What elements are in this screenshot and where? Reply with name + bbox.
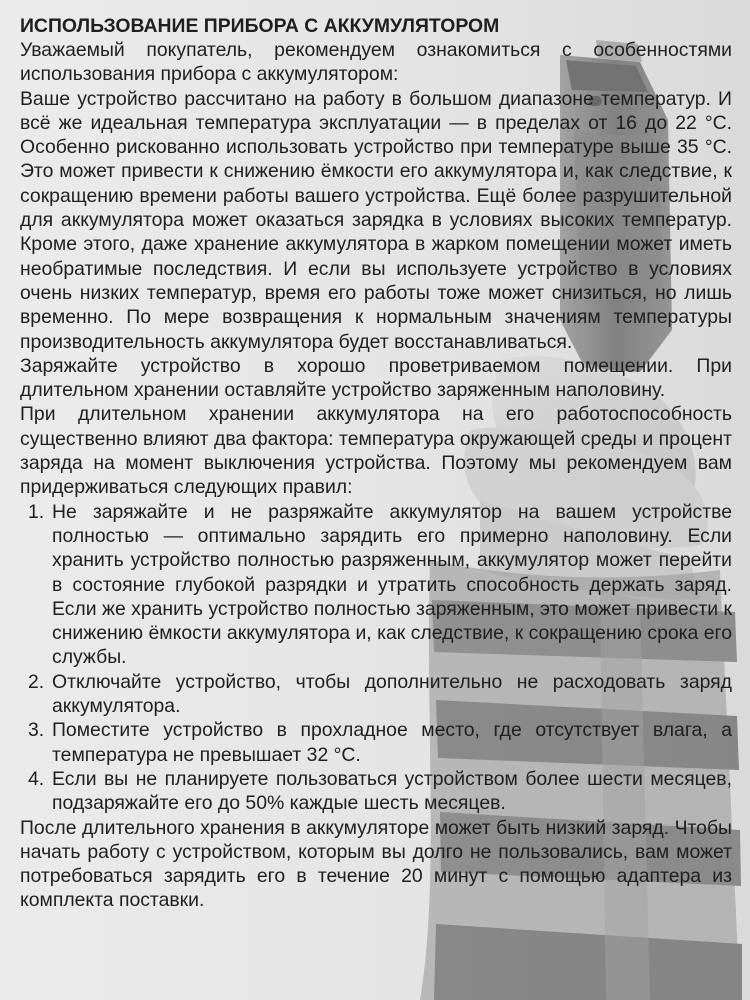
charging-paragraph: Заряжайте устройство в хорошо проветриваемом помещении. При длительном хранении оставляйте устройство заряженным наполовину. bbox=[20, 354, 732, 402]
rules-list bbox=[20, 500, 732, 816]
document bbox=[20, 14, 732, 913]
list-item bbox=[20, 670, 732, 719]
list-item-number: 4. bbox=[28, 767, 45, 790]
list-item-number: 2. bbox=[28, 670, 45, 693]
list-item-number: 3. bbox=[28, 719, 45, 742]
page-title: ИСПОЛЬЗОВАНИЕ ПРИБОРА С АККУМУЛЯТОРОМ bbox=[20, 15, 500, 37]
list-item-text: Не заряжайте и не разряжайте аккумулятор на вашем устройстве полностью — оптимально зарядить его примерно наполовину. Если хранить устройство полностью разряженным, аккумулятор может перейти в состояние глубокой разрядки и утратить способность держать заряд. Если же хранить устройство полностью заряженным, это может привести к снижению ёмкости аккумулятора и, как следствие, к сокращению срока его службы. bbox=[52, 500, 732, 669]
list-item-text: Если вы не планируете пользоваться устройством более шести месяцев, подзаряжайте его до 50% каждые шесть месяцев. bbox=[52, 767, 732, 815]
list-item-text: Поместите устройство в прохладное место, где отсутствует влага, а температура не превышает 32 °C. bbox=[52, 719, 732, 766]
closing-paragraph: После длительного хранения в аккумуляторе может быть низкий заряд. Чтобы начать работу с устройством, которым вы долго не пользовались, вам может потребоваться зарядить его в течение 20 минут с помощью адаптера из комплекта поставки. bbox=[20, 816, 732, 912]
list-item bbox=[20, 500, 732, 670]
list-item bbox=[20, 718, 732, 767]
list-item-text: Отключайте устройство, чтобы дополнительно не расходовать заряд аккумулятора. bbox=[52, 670, 732, 718]
list-item bbox=[20, 767, 732, 816]
storage-paragraph: При длительном хранении аккумулятора на его работоспособность существенно влияют два фактора: температура окружающей среды и процент заряда на момент выключения устройства. Поэтому мы рекомендуем вам придерживаться следующих правил: bbox=[20, 403, 732, 499]
intro-paragraph: Уважаемый покупатель, рекомендуем ознакомиться с особенностями использования прибора с аккумулятором: bbox=[20, 39, 732, 86]
temperature-paragraph: Ваше устройство рассчитано на работу в большом диапазоне температур. И всё же идеальная температура эксплуатации — в пределах от 16 до 22 °C. Особенно рискованно использовать устройство при температуре выше 35 °C. Это может привести к снижению ёмкости его аккумулятора и, как следствие, к сокращению времени работы вашего устройства. Ещё более разрушительной для аккумулятора может оказаться зарядка в условиях высоких температур. Кроме этого, даже хранение аккумулятора в жарком помещении может иметь необратимые последствия. И если вы используете устройство в условиях очень низких температур, время его работы тоже может снизиться, но лишь временно. По мере возвращения к нормальным значениям температуры производительность аккумулятора будет восстанавливаться. bbox=[20, 87, 732, 353]
list-item-number: 1. bbox=[28, 500, 45, 523]
